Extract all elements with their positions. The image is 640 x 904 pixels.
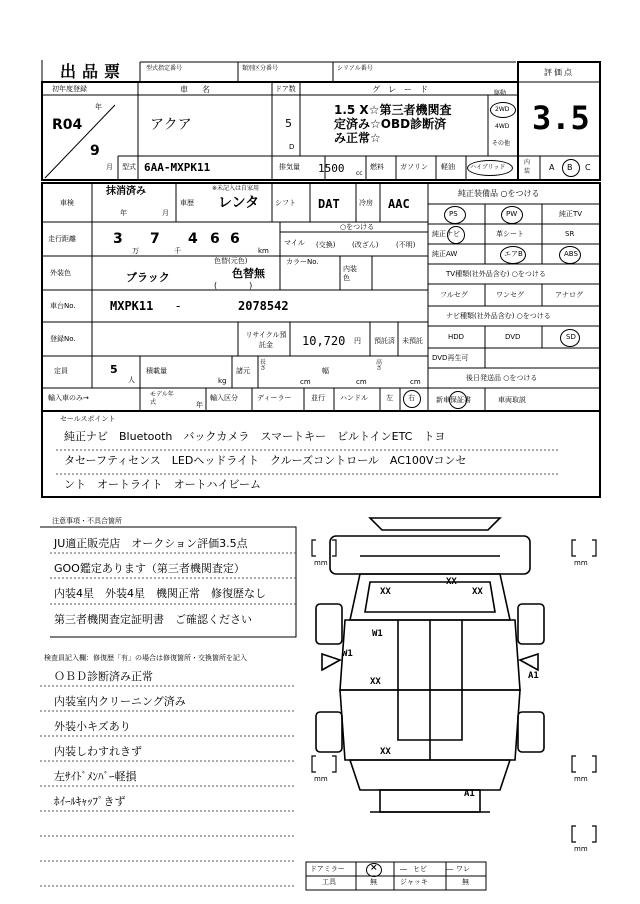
fuel-hybrid: ハイブリッド [470, 164, 506, 171]
mileage-man: 万 [132, 247, 139, 255]
sales-point-label: セールスポイント [60, 415, 116, 423]
width-unit: cm [356, 378, 367, 386]
chassis-number: 2078542 [238, 299, 289, 313]
mileage-digit-4: 6 [210, 231, 220, 247]
sales-line-2: タセーフティセンス LEDヘッドライト クルーズコントロール AC100Vコンセ [64, 454, 467, 467]
car-name-value: アクア [150, 117, 192, 133]
drive-other: その他 [492, 140, 511, 147]
equip-sr: SR [565, 230, 575, 238]
history-value: レンタ [218, 195, 260, 211]
private-note: ※未記入は自家用 [212, 185, 260, 192]
recycle-label: リサイクル預託金 [245, 331, 287, 349]
doors-label: ドア数 [275, 85, 296, 93]
color-change-value: 色替無 [232, 267, 265, 280]
handle-left: 左 [386, 394, 393, 402]
damage-mark-left-glass: W1 [342, 649, 353, 659]
score-value: 3.5 [532, 99, 590, 137]
jack-value: 無 [462, 878, 469, 886]
mm-label-1: mm [314, 559, 328, 567]
damage-mark-right-door: A1 [528, 671, 539, 681]
doors-unit: D [289, 143, 295, 151]
nav-sd-circle [560, 329, 580, 347]
doors-value: 5 [285, 117, 292, 130]
nav-sd: SD [566, 333, 576, 341]
mm-label-2: mm [574, 559, 588, 567]
month-value: 9 [90, 143, 100, 159]
interior-a: A [549, 163, 555, 172]
displacement-unit: cc [356, 170, 363, 177]
sales-line-3: ント オートライト オートハイビーム [64, 478, 262, 491]
later-warranty-circle [449, 391, 467, 409]
mirror-value: × [370, 863, 378, 873]
mileage-digit-3: 4 [188, 231, 198, 247]
length-label: 長さ [260, 359, 267, 372]
month-unit: 月 [106, 163, 113, 171]
crack-value: ― [446, 865, 453, 873]
capacity-label: 定員 [54, 367, 68, 375]
import-dealer: ディーラー [257, 394, 292, 402]
chassis-dash: - [176, 299, 181, 313]
grade-label: グレード [372, 85, 436, 94]
load-unit: kg [218, 377, 227, 385]
equip-navi: 純正ナビ [432, 230, 460, 238]
mileage-unknown: (不明) [396, 241, 416, 249]
interior-b: B [567, 163, 573, 172]
notes-line-4: 第三者機関査定証明書 ご確認ください [54, 613, 252, 626]
drive-label: 駆動 [494, 90, 507, 97]
equip-aw: 純正AW [432, 250, 458, 258]
handle-right-circle [403, 390, 421, 408]
first-registration-label: 初年度登録 [52, 85, 87, 93]
car-name-label: 車名 [180, 85, 224, 94]
fuel-hybrid-circle [467, 160, 513, 176]
recycle-value: 10,720 [302, 334, 346, 348]
mileage-digit-5: 6 [230, 231, 240, 247]
mileage-km: km [258, 247, 269, 255]
form-title: 出品票 [60, 62, 127, 81]
later-warranty: 新車保証書 [436, 396, 471, 404]
serial-number-label: シリアル番号 [337, 65, 373, 72]
year-unit: 年 [95, 103, 102, 111]
mileage-tampered: (改ざん) [352, 241, 379, 249]
nav-dvd: DVD [505, 333, 521, 341]
displacement-value: 1500 [318, 162, 345, 175]
class-number-label: 類別区分番号 [242, 65, 279, 72]
recycle-not-deposited: 未預託 [402, 337, 423, 345]
mm-label-5: mm [574, 845, 588, 853]
drive-2wd: 2WD [495, 106, 510, 113]
notes-line-1: JU適正販売店 オークション評価3.5点 [54, 537, 248, 550]
year-value: R04 [52, 117, 83, 133]
interior-label: 内装 [524, 159, 531, 175]
fuel-label: 燃料 [370, 163, 384, 171]
equipment-title: 純正装備品 ○をつける [458, 189, 540, 198]
dims-label: 諸元 [236, 367, 250, 375]
equip-airbag-circle [500, 246, 526, 264]
displacement-label: 排気量 [279, 163, 300, 171]
mileage-sen: 千 [174, 247, 181, 255]
inspection-month-unit: 月 [162, 209, 169, 217]
grade-line-3: み正常☆ [334, 131, 381, 145]
damage-mark-left-door: XX [370, 677, 381, 687]
interior-c: C [585, 163, 591, 172]
color-no-label: カラーNo. [286, 258, 319, 266]
equip-abs: ABS [564, 250, 578, 258]
ac-value: AAC [388, 197, 410, 211]
type-number-label: 型式指定番号 [146, 65, 183, 72]
handle-right: 右 [408, 394, 415, 402]
tv-fullseg: フルセグ [440, 291, 468, 299]
ac-label: 冷房 [359, 199, 373, 207]
model-year-label: モデル年式 [150, 391, 174, 406]
inspection-year-unit: 年 [120, 209, 127, 217]
equip-navi-circle [447, 226, 465, 244]
inspector-line-6: ﾎｲｰﾙｷｬｯﾌﾟきず [54, 795, 126, 808]
import-parallel: 並行 [311, 394, 325, 402]
height-unit: cm [410, 378, 421, 386]
later-title: 後日発送品 ○をつける [466, 374, 538, 382]
history-label: 車歴 [180, 199, 194, 207]
color-label: 外装色 [50, 269, 71, 277]
inspector-line-2: 内装室内クリーニング済み [54, 695, 186, 708]
interior-color-label: 内装色 [343, 265, 357, 282]
fuel-diesel: 軽油 [441, 163, 455, 171]
inspector-line-3: 外装小キズあり [54, 720, 131, 733]
shift-value: DAT [318, 197, 340, 211]
damage-mark-left-fender: XX [380, 587, 391, 597]
tv-title: TV種類(社外品含む) ○をつける [446, 270, 546, 278]
tools-value: 無 [370, 878, 377, 886]
tv-analog: アナログ [555, 291, 583, 299]
color-value: ブラック [126, 271, 170, 284]
height-label: 高さ [376, 359, 383, 372]
notes-label: 注意事項・不具合箇所 [52, 517, 122, 525]
length-unit: cm [300, 378, 311, 386]
model-label: 型式 [122, 163, 136, 171]
mileage-digit-1: 3 [113, 231, 123, 247]
color-change-label: 色替(元色) [214, 257, 248, 265]
handle-label: ハンドル [340, 394, 368, 402]
damage-mark-rear: A1 [464, 789, 475, 799]
fuel-gasoline: ガソリン [400, 163, 428, 171]
capacity-unit: 人 [128, 376, 135, 384]
mileage-mile: マイル [284, 239, 305, 247]
equip-airbag: エアB [504, 250, 523, 258]
shift-label: シフト [275, 199, 296, 207]
inspector-line-5: 左ｻｲﾄﾞﾒﾝﾊﾞｰ軽損 [54, 770, 137, 783]
equip-pw: PW [506, 210, 518, 218]
crack-label: ワレ [456, 865, 470, 873]
mm-label-4: mm [574, 775, 588, 783]
mirror-circle [366, 863, 382, 877]
inspector-line-1: ＯＢＤ診断済み正常 [54, 670, 153, 683]
interior-b-circle [562, 159, 580, 177]
mirror-label: ドアミラー [310, 865, 345, 873]
inspection-label: 車検 [60, 199, 74, 207]
notes-line-3: 内装4星 外装4星 機関正常 修復歴なし [54, 587, 266, 600]
capacity-value: 5 [110, 363, 118, 376]
color-change-paren: ( ) [214, 281, 253, 290]
import-category-label: 輸入区分 [210, 394, 238, 402]
equip-abs-circle [559, 246, 581, 264]
tools-label: 工具 [322, 878, 336, 886]
mileage-circle-label: ○をつける [340, 223, 375, 231]
tv-oneseg: ワンセグ [496, 291, 524, 299]
model-year-unit: 年 [196, 401, 203, 409]
nav-title: ナビ種類(社外品含む) ○をつける [446, 312, 551, 320]
mileage-digit-2: 7 [150, 231, 160, 247]
chip-label: ヒビ [413, 865, 427, 873]
score-label: 評価点 [544, 68, 574, 77]
sales-line-1: 純正ナビ Bluetooth バックカメラ スマートキー ビルトインETC トヨ [64, 430, 446, 443]
chassis-label: 車台No. [50, 302, 76, 310]
drive-4wd: 4WD [495, 123, 510, 130]
inspection-value: 抹消済み [106, 186, 146, 197]
reg-label: 登録No. [50, 335, 76, 343]
chassis-prefix: MXPK11 [110, 299, 154, 313]
nav-hdd: HDD [448, 333, 465, 341]
import-label: 輸入車のみ→ [48, 394, 89, 402]
equip-tv: 純正TV [559, 210, 583, 218]
drive-2wd-circle [490, 102, 516, 118]
recycle-deposited: 預託済 [374, 337, 395, 345]
model-value: 6AA-MXPK11 [144, 161, 211, 174]
grade-line-2: 定済み☆OBD診断済 [334, 117, 447, 131]
equip-ps: PS [449, 210, 458, 218]
damage-mark-roof: XX [446, 577, 457, 587]
equip-ps-circle [444, 206, 466, 224]
chip-value: ― [400, 865, 407, 873]
dvd-playback: DVD再生可 [432, 354, 469, 362]
grade-line-1: 1.5 X☆第三者機関査 [334, 103, 452, 117]
mileage-exchange: (交換) [316, 241, 336, 249]
inspector-label: 検査員記入欄：修復歴「有」の場合は修復箇所・交換箇所を記入 [44, 654, 247, 662]
later-manual: 車両取説 [498, 396, 526, 404]
width-label: 幅 [322, 367, 329, 375]
inspector-line-4: 内装しわすれきず [54, 745, 142, 758]
equip-leather: 革シート [496, 230, 524, 238]
mm-label-3: mm [314, 775, 328, 783]
load-label: 積載量 [146, 367, 167, 375]
recycle-unit: 円 [354, 337, 361, 345]
notes-line-2: GOO鑑定あります（第三者機関査定） [54, 562, 245, 575]
damage-mark-left-rear: XX [380, 747, 391, 757]
damage-mark-right-fender: XX [472, 587, 483, 597]
equip-pw-circle [501, 206, 523, 224]
damage-mark-windshield: W1 [372, 629, 383, 639]
jack-label: ジャッキ [400, 878, 428, 886]
mileage-label: 走行距離 [48, 235, 76, 243]
